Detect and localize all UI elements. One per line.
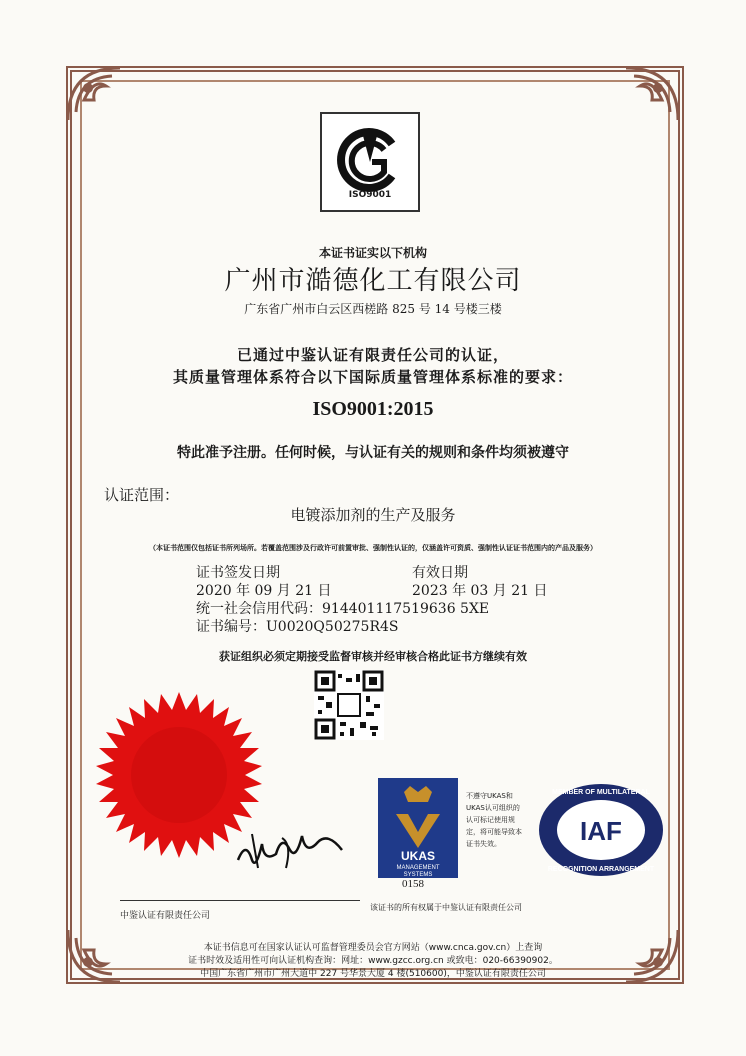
standard-code: ISO9001:2015 [312, 398, 434, 420]
logo-label: ISO9001 [348, 190, 392, 200]
company-name: 广州市澔德化工有限公司 [224, 266, 522, 296]
statement-line-2: 其质量管理体系符合以下国际质量管理体系标准的要求： [172, 368, 573, 386]
registration-statement: 特此准予注册。任何时候，与认证有关的规则和条件均须被遵守 [177, 445, 569, 461]
credit-code-row [196, 598, 489, 618]
signature-org: 中鉴认证有限责任公司 [120, 911, 211, 921]
owner-note: 该证书的所有权属于中鉴认证有限责任公司 [370, 903, 522, 912]
cert-number-row [196, 616, 398, 636]
valid-date-label: 有效日期 [412, 565, 468, 581]
ukas-sub-2: SYSTEMS [403, 872, 433, 878]
credit-code: 914401117519636 5XE [322, 601, 490, 617]
supervision-notice: 获证组织必须定期接受监督审核并经审核合格此证书方继续有效 [219, 650, 527, 663]
footer-line-2: 证书时效及适用性可向认证机构查询：网址：www.gzcc.org.cn 或致电：020-66390902。 [188, 956, 558, 966]
ukas-notice: 不遵守UKAS和UKAS认可组织的认可标记使用规定，将可能导致本证书失效。 [466, 792, 522, 848]
issue-date-label: 证书签发日期 [196, 565, 280, 581]
statement-line-1: 已通过中鉴认证有限责任公司的认证， [236, 346, 509, 364]
scope-label: 认证范围： [104, 486, 180, 504]
valid-date: 2023 年 03 月 21 日 [412, 583, 548, 599]
iaf-logo [536, 780, 666, 880]
company-address: 广东省广州市白云区西槎路 825 号 14 号楼三楼 [244, 302, 502, 316]
cert-number: U0020Q50275R4S [266, 619, 399, 635]
corner-ornament-top-left [64, 64, 124, 124]
corner-ornament-top-right [622, 64, 682, 124]
footer-line-1: 本证书信息可在国家认证认可监督管理委员会官方网站（www.cnca.gov.cn）上查询 [203, 943, 543, 953]
handwritten-signature [232, 820, 352, 880]
certificate-intro: 本证书证实以下机构 [318, 246, 427, 260]
certification-scope: 电镀添加剂的生产及服务 [290, 506, 456, 524]
issue-date: 2020 年 09 月 21 日 [196, 583, 332, 599]
qr-code-icon [314, 670, 384, 740]
certification-logo [320, 112, 420, 212]
scope-note: （本证书范围仅包括证书所列场所。若覆盖范围涉及行政许可前置审批、强制性认证的，仅涵盖许可资质、强制性认证证书范围内的产品及服务） [149, 544, 597, 552]
credit-code-label: 统一社会信用代码： [196, 601, 322, 617]
iaf-brand: IAF [580, 816, 622, 846]
ukas-brand: UKAS [400, 849, 436, 863]
ukas-sub-1: MANAGEMENT [396, 865, 440, 871]
signature-line [120, 900, 360, 901]
cert-number-label: 证书编号： [196, 619, 266, 635]
footer-line-3: 中国广东省广州市广州大道中 227 号华景大厦 4 楼(510600)，中鉴认证有限责任公司 [200, 969, 546, 979]
ukas-number: 0158 [402, 878, 424, 890]
iaf-ring-top: MEMBER OF MULTILATERAL [552, 789, 650, 796]
iaf-ring-bottom: RECOGNITION ARRANGEMENT [547, 866, 655, 873]
ukas-logo [378, 778, 458, 878]
